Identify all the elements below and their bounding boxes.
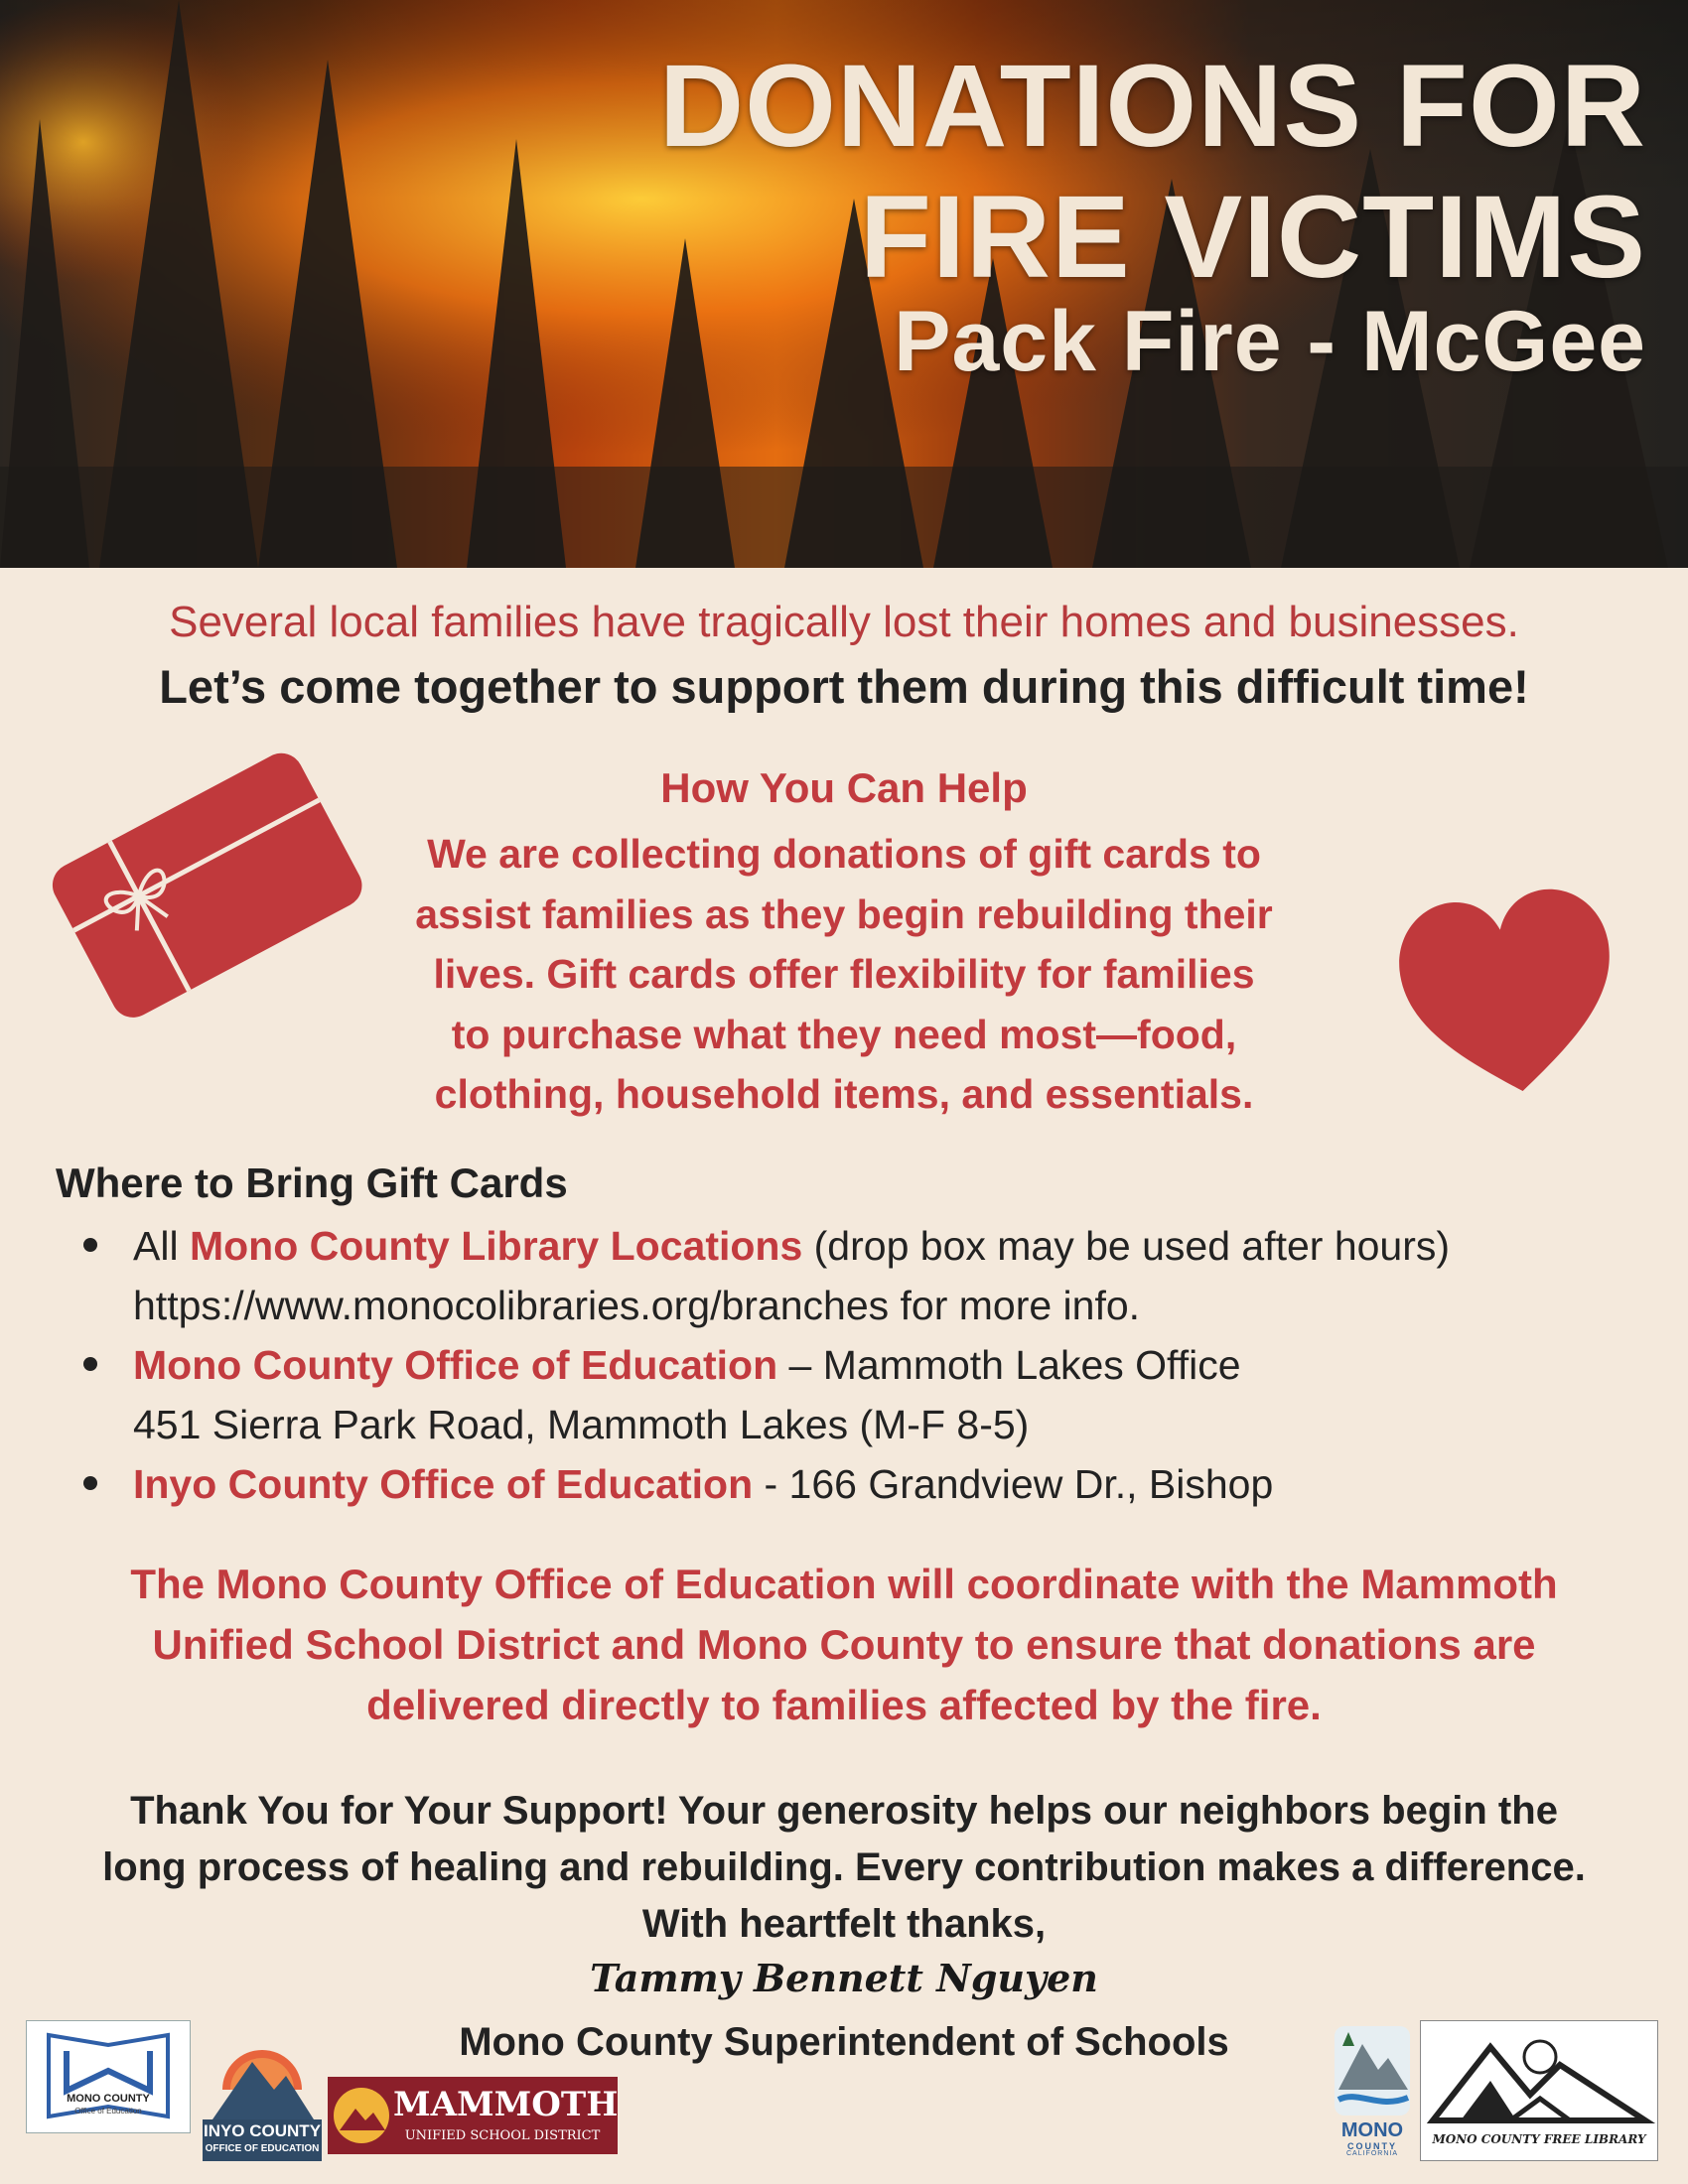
bullet-icon (83, 1476, 97, 1490)
mammoth-usd-logo (328, 2077, 618, 2154)
list-item (83, 1335, 1652, 1454)
office-address: 451 Sierra Park Road, Mammoth Lakes (M-F 8-5) (133, 1402, 1030, 1447)
help-line: to purchase what they need most—food, (451, 1011, 1237, 1057)
hero-title-line1: DONATIONS FOR (658, 41, 1646, 172)
where-heading: Where to Bring Gift Cards (56, 1160, 568, 1206)
coord-line: delivered directly to families affected by the fire. (366, 1682, 1322, 1728)
mono-county-logo-line3: CALIFORNIA (1345, 2150, 1398, 2157)
how-you-can-help-heading: How You Can Help (660, 764, 1028, 811)
intro-line1: Several local families have tragically lost their homes and businesses. (169, 598, 1519, 646)
mammoth-logo-line2: UNIFIED SCHOOL DISTRICT (404, 2128, 601, 2143)
help-line: clothing, household items, and essentials. (434, 1071, 1254, 1117)
mono-oe-logo-line2: Office of Education (74, 2107, 142, 2116)
list-item (83, 1216, 1652, 1335)
location-list (83, 1216, 1652, 1514)
closing: With heartfelt thanks, (641, 1902, 1047, 1946)
thank-you-message (20, 1783, 1668, 1896)
library-logo-text: MONO COUNTY FREE LIBRARY (1432, 2132, 1646, 2146)
help-line: We are collecting donations of gift cards to (427, 831, 1261, 877)
heart-icon (1392, 882, 1626, 1108)
hero-banner (0, 0, 1688, 568)
location-name: Inyo County Office of Education (133, 1461, 754, 1507)
bullet-icon (83, 1238, 97, 1252)
item-rest: (drop box may be used after hours) (802, 1223, 1451, 1269)
gift-card-icon (32, 747, 369, 1024)
item-rest: - 166 Grandview Dr., Bishop (753, 1461, 1274, 1507)
mono-county-logo (1329, 2020, 1416, 2159)
item-rest: – Mammoth Lakes Office (777, 1342, 1241, 1388)
signature: Tammy Bennett Nguyen (590, 1956, 1098, 2000)
thanks-line: long process of healing and rebuilding. Every contribution makes a difference. (102, 1845, 1586, 1889)
mammoth-logo-line1: MAMMOTH (393, 2085, 619, 2124)
mono-county-logo-line1: MONO (1340, 2119, 1404, 2141)
help-body (338, 824, 1350, 1125)
intro-line2: Let’s come together to support them during this difficult time! (159, 660, 1529, 713)
location-name: Mono County Library Locations (189, 1223, 803, 1269)
coord-line: The Mono County Office of Education will coordinate with the Mammoth (130, 1561, 1558, 1607)
item-prefix: All (133, 1223, 190, 1269)
mono-county-logo-line2: COUNTY (1347, 2141, 1397, 2151)
thanks-line: Thank You for Your Support! Your generosity helps our neighbors begin the (130, 1789, 1558, 1833)
hero-subtitle: Pack Fire - McGee (894, 294, 1646, 389)
library-url: https://www.monocolibraries.org/branches for more info. (133, 1283, 1141, 1328)
coord-line: Unified School District and Mono County to ensure that donations are (152, 1621, 1536, 1668)
mono-county-oe-logo (26, 2020, 191, 2133)
mono-county-library-logo (1420, 2020, 1658, 2161)
help-line: lives. Gift cards offer flexibility for families (433, 951, 1255, 997)
hero-title-line2: FIRE VICTIMS (859, 172, 1646, 303)
inyo-county-oe-logo (203, 2020, 322, 2161)
inyo-logo-line1: INYO COUNTY (203, 2121, 322, 2140)
inyo-logo-line2: OFFICE OF EDUCATION (205, 2143, 320, 2154)
help-line: assist families as they begin rebuilding their (415, 890, 1273, 937)
coordination-note (40, 1554, 1648, 1735)
mono-oe-logo-line1: MONO COUNTY (67, 2093, 150, 2105)
signer-title: Mono County Superintendent of Schools (459, 2020, 1229, 2064)
location-name: Mono County Office of Education (133, 1342, 778, 1388)
list-item (83, 1454, 1652, 1514)
bullet-icon (83, 1357, 97, 1371)
